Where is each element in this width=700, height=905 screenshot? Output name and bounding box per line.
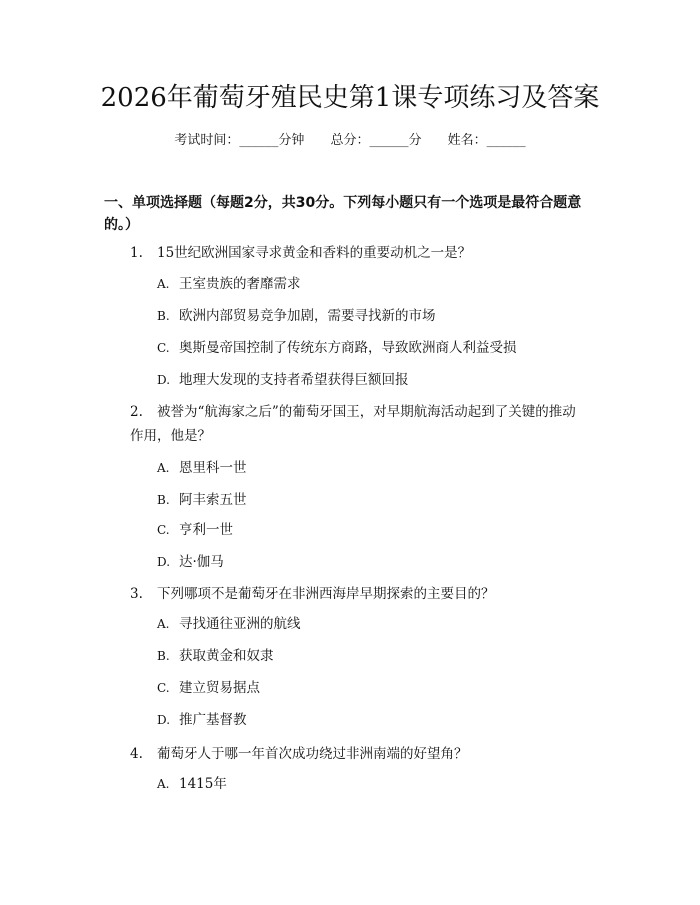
option <box>157 274 301 294</box>
exam-meta <box>0 132 700 150</box>
page-title: 2026年葡萄牙殖民史第1课专项练习及答案 <box>100 83 600 113</box>
option <box>157 338 517 358</box>
option-text: 地理大发现的支持者希望获得巨额回报 <box>179 372 409 388</box>
option <box>157 774 227 794</box>
question-1 <box>130 241 600 265</box>
option <box>157 710 247 730</box>
option-text: 恩里科一世 <box>179 460 247 476</box>
option-letter: C. <box>157 681 170 695</box>
option-text: 1415年 <box>179 776 227 792</box>
option-letter: C. <box>157 523 170 537</box>
option-text: 王室贵族的奢靡需求 <box>179 276 301 292</box>
option-text: 欧洲内部贸易竞争加剧，需要寻找新的市场 <box>179 308 436 324</box>
question-text: 15世纪欧洲国家寻求黄金和香料的重要动机之一是？ <box>157 245 472 261</box>
option-letter: C. <box>157 341 170 355</box>
option <box>157 490 247 510</box>
option <box>157 458 247 478</box>
option <box>157 678 260 698</box>
question-number: 4. <box>130 746 143 762</box>
question-number: 2. <box>130 404 143 420</box>
option-text: 建立贸易据点 <box>179 680 260 696</box>
option <box>157 646 274 666</box>
option <box>157 306 436 326</box>
exam-score: 总分：______分 <box>330 133 422 148</box>
exam-time: 考试时间：______分钟 <box>174 133 305 148</box>
question-2-continued <box>130 424 600 448</box>
option <box>157 614 301 634</box>
question-text: 葡萄牙人于哪一年首次成功绕过非洲南端的好望角？ <box>157 746 468 762</box>
option-text: 奥斯曼帝国控制了传统东方商路，导致欧洲商人利益受损 <box>179 340 517 356</box>
question-4 <box>130 742 600 766</box>
option-text: 获取黄金和奴隶 <box>179 648 274 664</box>
question-2 <box>130 400 600 424</box>
option-letter: A. <box>157 277 170 291</box>
question-text: 下列哪项不是葡萄牙在非洲西海岸早期探索的主要目的？ <box>157 586 495 602</box>
question-number: 3. <box>130 586 143 602</box>
option-letter: A. <box>157 617 170 631</box>
question-text: 被誉为“航海家之后”的葡萄牙国王，对早期航海活动起到了关键的推动 <box>157 404 576 420</box>
option-text: 阿丰索五世 <box>179 492 247 508</box>
option-letter: B. <box>157 309 170 323</box>
option-text: 亨利一世 <box>179 522 233 538</box>
question-number: 1. <box>130 245 143 261</box>
option-letter: B. <box>157 649 170 663</box>
option <box>157 520 233 540</box>
question-text-continued: 作用，他是？ <box>130 428 211 444</box>
option-letter: D. <box>157 373 171 387</box>
question-3 <box>130 582 600 606</box>
option-letter: A. <box>157 461 170 475</box>
option-text: 推广基督教 <box>179 712 247 728</box>
option <box>157 552 224 572</box>
option-letter: B. <box>157 493 170 507</box>
student-name: 姓名：______ <box>447 133 526 148</box>
option-text: 达·伽马 <box>179 554 224 570</box>
option-letter: D. <box>157 555 171 569</box>
option-letter: D. <box>157 713 171 727</box>
option <box>157 370 409 390</box>
option-letter: A. <box>157 777 170 791</box>
section-heading: 一、单项选择题（每题2分，共30分。下列每小题只有一个选项是最符合题意的。） <box>104 195 582 233</box>
option-text: 寻找通往亚洲的航线 <box>179 616 301 632</box>
